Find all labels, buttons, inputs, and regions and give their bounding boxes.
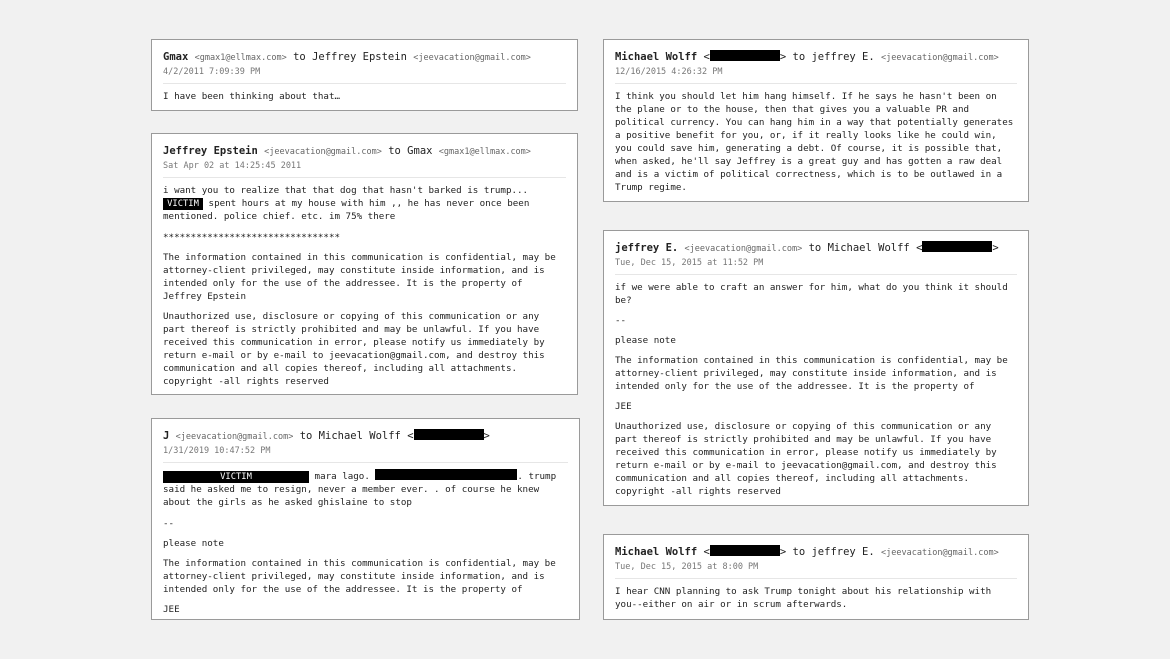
recipient-address-close: > <box>992 242 999 254</box>
signature: JEE <box>163 604 180 615</box>
recipient-name: Jeffrey Epstein <box>312 51 407 63</box>
recipient-address-open: < <box>407 430 414 442</box>
email-card-gmax-to-epstein <box>151 39 578 111</box>
recipient-address-close: > <box>483 430 490 442</box>
recipient-name: Michael Wolff <box>318 430 401 442</box>
redaction-block <box>922 241 992 252</box>
email-date: Sat Apr 02 at 14:25:45 2011 <box>163 161 566 178</box>
message-text: I think you should let him hang himself. If he says he hasn't been on the plane or to the house, then that gives you a valuable PR and political currency. You can hang him in a way that potentially generates a positive benefit for you, or, if it really looks like he could win, you could save him, generating a debt. Of course, it is possible that, when asked, he'll say Jeffrey is a great guy and has gotten a raw deal and is a victim of political correctness, which is to be outlawed in a Trump regime. <box>615 91 1014 193</box>
email-header <box>615 545 1017 560</box>
email-header <box>615 50 1017 65</box>
sender-name: jeffrey E. <box>615 242 679 254</box>
email-card-wolff-to-jeffrey-1 <box>603 39 1029 202</box>
sender-name: Michael Wolff <box>615 51 698 63</box>
email-date: Tue, Dec 15, 2015 at 11:52 PM <box>615 258 1017 275</box>
signature-dashes: -- <box>615 315 627 326</box>
to-word: to <box>808 242 822 254</box>
email-header <box>615 241 1017 256</box>
sender-name: Jeffrey Epstein <box>163 145 258 157</box>
sender-address: <jeevacation@gmail.com> <box>264 147 382 157</box>
recipient-name: Gmax <box>407 145 433 157</box>
victim-redaction-label: VICTIM <box>163 471 309 483</box>
to-word: to <box>792 51 806 63</box>
message-line: i want you to realize that that dog that hasn't barked is trump... <box>163 185 529 196</box>
sender-address: <jeevacation@gmail.com> <box>684 244 803 254</box>
sender-address-close: > <box>779 546 787 558</box>
email-card-wolff-to-jeffrey-2 <box>603 534 1029 620</box>
signature: JEE <box>615 401 632 412</box>
sender-name: J <box>163 430 170 442</box>
email-date: 4/2/2011 7:09:39 PM <box>163 67 566 84</box>
message-line: mara lago. <box>309 471 376 482</box>
to-word: to <box>388 145 401 157</box>
sender-name: Michael Wolff <box>615 546 698 558</box>
recipient-address: <jeevacation@gmail.com> <box>413 53 531 63</box>
email-header <box>163 429 568 444</box>
confidentiality-notice: The information contained in this communication is confidential, may be attorney-client privileged, may constitute inside information, and is intended only for the use of the addressee. It is the property of <box>163 558 556 595</box>
to-word: to <box>299 430 313 442</box>
redaction-block <box>414 429 484 440</box>
recipient-name: jeffrey E. <box>811 51 875 63</box>
email-body <box>615 585 1017 611</box>
recipient-address: <jeevacation@gmail.com> <box>881 53 999 63</box>
redaction-block <box>710 545 780 556</box>
message-text: if we were able to craft an answer for him, what do you think it should be? <box>615 282 1008 306</box>
message-text: I hear CNN planning to ask Trump tonight about his relationship with you--either on air or in scrum afterwards. <box>615 586 992 610</box>
victim-redaction-label: VICTIM <box>163 198 203 210</box>
confidentiality-notice: The information contained in this communication is confidential, may be attorney-client privileged, may constitute inside information, and is intended only for the use of the addressee. It is the property of <box>615 355 1008 392</box>
please-note: please note <box>163 538 224 549</box>
to-word: to <box>792 546 806 558</box>
recipient-address-open: < <box>916 242 923 254</box>
unauthorized-use-notice: Unauthorized use, disclosure or copying of this communication or any part thereof is strictly prohibited and may be unlawful. If you have received this communication in error, please notify us immediately by return e-mail or by e-mail to jeevacation@gmail.com, and destroy this communication and all copies thereof, including all attachments. copyright -all rights reserved <box>163 311 545 387</box>
redaction-block <box>375 469 517 480</box>
recipient-address: <gmax1@ellmax.com> <box>438 147 531 157</box>
email-body <box>163 90 566 103</box>
email-header <box>163 50 566 65</box>
unauthorized-use-notice: Unauthorized use, disclosure or copying of this communication or any part thereof is strictly prohibited and may be unlawful. If you have received this communication in error, please notify us immediately by return e-mail or by e-mail to jeevacation@gmail.com, and destroy this communication and all copies thereof, including all attachments. copyright -all rights reserved <box>615 421 997 497</box>
to-word: to <box>293 51 306 63</box>
email-body <box>615 281 1017 498</box>
sender-address: <jeevacation@gmail.com> <box>175 432 294 442</box>
recipient-name: Michael Wolff <box>827 242 910 254</box>
redaction-block <box>710 50 780 61</box>
message-line: . trump <box>517 471 557 482</box>
sender-address-open: < <box>703 546 710 558</box>
sender-name: Gmax <box>163 51 189 63</box>
email-date: Tue, Dec 15, 2015 at 8:00 PM <box>615 562 1017 579</box>
email-card-epstein-to-gmax <box>151 133 578 395</box>
body-paragraph: I have been thinking about that… <box>163 91 341 102</box>
message-line: spent hours at my house with him ,, he has never once been <box>203 198 530 209</box>
sender-address: <gmax1@ellmax.com> <box>194 53 287 63</box>
sender-address-close: > <box>779 51 787 63</box>
separator-stars: ******************************** <box>163 232 341 243</box>
message-text <box>163 184 566 223</box>
confidentiality-notice: The information contained in this communication is confidential, may be attorney-client privileged, may constitute inside information, and is intended only for the use of the addressee. It is the property of Jeffrey Epstein <box>163 252 556 302</box>
message-line: said he asked me to resign, never a member ever. . of course he knew about the girls as he asked ghislaine to stop <box>163 484 540 508</box>
email-date: 12/16/2015 4:26:32 PM <box>615 67 1017 84</box>
email-body <box>163 469 568 616</box>
email-date: 1/31/2019 10:47:52 PM <box>163 446 568 463</box>
email-body <box>615 90 1017 194</box>
email-body <box>163 184 566 388</box>
message-line: mentioned. police chief. etc. im 75% there <box>163 211 396 222</box>
recipient-name: jeffrey E. <box>811 546 875 558</box>
recipient-address: <jeevacation@gmail.com> <box>881 548 999 558</box>
email-card-jeffrey-to-wolff <box>603 230 1029 506</box>
email-card-j-to-wolff <box>151 418 580 620</box>
message-text <box>163 469 568 509</box>
please-note: please note <box>615 335 676 346</box>
sender-address-open: < <box>703 51 710 63</box>
signature-dashes: -- <box>163 518 175 529</box>
email-header <box>163 144 566 159</box>
